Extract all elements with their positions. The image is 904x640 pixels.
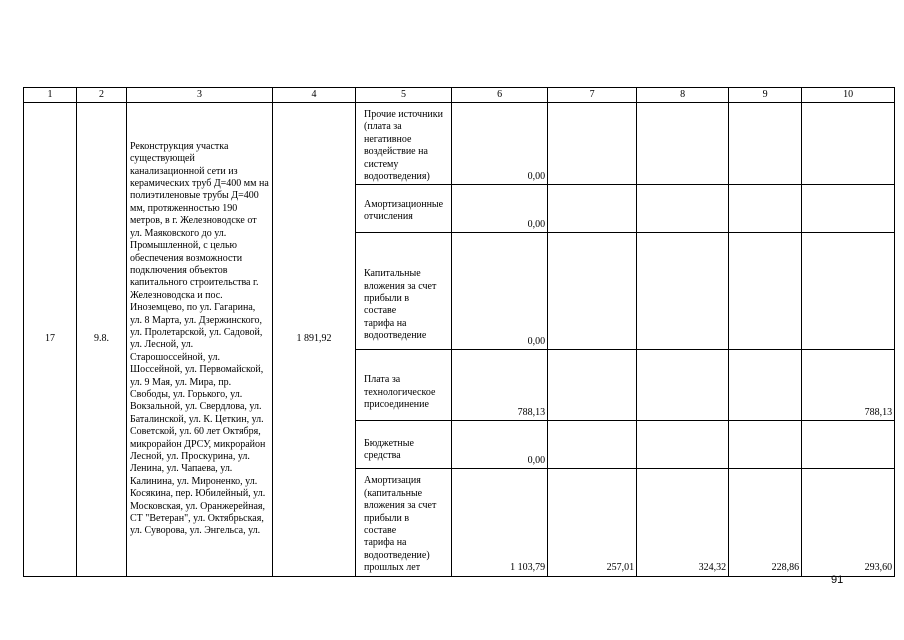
value-cell bbox=[548, 350, 637, 421]
value-cell bbox=[729, 185, 802, 233]
value-cell bbox=[802, 185, 895, 233]
table-row bbox=[24, 103, 895, 185]
value-cell bbox=[729, 103, 802, 185]
value-cell bbox=[548, 469, 637, 576]
funding-source-label bbox=[356, 103, 452, 185]
investment-table bbox=[23, 87, 895, 577]
value-cell bbox=[452, 103, 548, 185]
column-header: 2 bbox=[77, 88, 127, 103]
source-label-text: Бюджетные средства bbox=[364, 437, 414, 461]
project-description: Реконструкция участка существующей канализационной сети из керамических труб Д=400 мм на полиэтиленовые трубы Д=400 мм, протяженностью 190 метров, в г. Железноводске от ул. Маяковского до ул. Промышленной, с целью обеспечения возможности подключения объектов капитального строительства г. Железноводска и пос. Иноземцево, по ул. Гагарина, ул. 8 Марта, ул. Дзержинского, ул. Пролетарской, ул. Садовой, ул. Лесной, ул. Старошоссейной, ул. Шоссейной, ул. Первомайской, ул. 9 Мая, ул. Мира, пр. Свободы, ул. Горького, ул. Вокзальной, ул. Свердлова, ул. Баталинской, ул. К. Цеткин, ул. Советской, ул. 60 лет Октября, микрорайон ДРСУ, микрорайон Лесной, ул. Проскурина, ул. Ленина, ул. Чапаева, ул. Калинина, ул. Мироненко, ул. Косякина, пер. Юбилейный, ул. Московская, ул. Оранжерейная, СТ "Ветеран", ул. Октябрьская, ул. Суворова, ул. Энгельса, ул. bbox=[127, 103, 273, 577]
amount: 0,00 bbox=[527, 336, 546, 348]
source-label-text: Капитальные вложения за счет прибыли в составе тарифа на водоотведение bbox=[364, 268, 437, 342]
value-cell bbox=[548, 421, 637, 469]
amount: 0,00 bbox=[527, 171, 546, 183]
value-cell bbox=[729, 350, 802, 421]
funding-source-label bbox=[356, 350, 452, 421]
value-cell bbox=[637, 469, 729, 576]
amount: 0,00 bbox=[527, 455, 546, 467]
amount: 1 103,79 bbox=[510, 562, 546, 574]
page-number: 91 bbox=[831, 574, 844, 586]
amount: 324,32 bbox=[698, 562, 727, 574]
value-cell bbox=[802, 233, 895, 350]
amount: 257,01 bbox=[606, 562, 635, 574]
amount: 293,60 bbox=[864, 562, 893, 574]
value-cell bbox=[452, 469, 548, 576]
total-cost: 1 891,92 bbox=[273, 103, 356, 577]
value-cell bbox=[452, 185, 548, 233]
funding-source-label bbox=[356, 185, 452, 233]
amount: 788,13 bbox=[864, 407, 893, 419]
column-header: 9 bbox=[729, 88, 802, 103]
funding-source-label bbox=[356, 421, 452, 469]
value-cell bbox=[637, 185, 729, 233]
source-label-text: Прочие источники (плата за негативное воздействие на систему водоотведения) bbox=[364, 109, 443, 183]
value-cell bbox=[802, 469, 895, 576]
funding-source-label bbox=[356, 469, 452, 576]
value-cell bbox=[637, 103, 729, 185]
funding-source-label bbox=[356, 233, 452, 350]
source-label-text: Плата за технологическое присоединение bbox=[364, 374, 436, 411]
value-cell bbox=[637, 233, 729, 350]
value-cell bbox=[452, 421, 548, 469]
value-cell bbox=[637, 421, 729, 469]
column-header: 1 bbox=[24, 88, 77, 103]
value-cell bbox=[452, 233, 548, 350]
column-header: 5 bbox=[356, 88, 452, 103]
value-cell bbox=[548, 185, 637, 233]
column-header: 8 bbox=[637, 88, 729, 103]
column-header: 4 bbox=[273, 88, 356, 103]
value-cell bbox=[729, 469, 802, 576]
amount: 228,86 bbox=[771, 562, 800, 574]
value-cell bbox=[548, 233, 637, 350]
column-header: 10 bbox=[802, 88, 895, 103]
amount: 0,00 bbox=[527, 219, 546, 231]
value-cell bbox=[802, 421, 895, 469]
source-label-text: Амортизационные отчисления bbox=[364, 199, 444, 223]
value-cell bbox=[452, 350, 548, 421]
value-cell bbox=[729, 421, 802, 469]
value-cell bbox=[637, 350, 729, 421]
column-header: 6 bbox=[452, 88, 548, 103]
column-number-row bbox=[24, 88, 895, 103]
value-cell bbox=[802, 103, 895, 185]
column-header: 3 bbox=[127, 88, 273, 103]
item-code: 9.8. bbox=[77, 103, 127, 577]
value-cell bbox=[548, 103, 637, 185]
column-header: 7 bbox=[548, 88, 637, 103]
source-label-text: Амортизация (капитальные вложения за счет прибыли в составе тарифа на водоотведение) прошлых лет bbox=[364, 475, 437, 574]
value-cell bbox=[729, 233, 802, 350]
amount: 788,13 bbox=[517, 407, 546, 419]
row-number: 17 bbox=[24, 103, 77, 577]
value-cell bbox=[802, 350, 895, 421]
